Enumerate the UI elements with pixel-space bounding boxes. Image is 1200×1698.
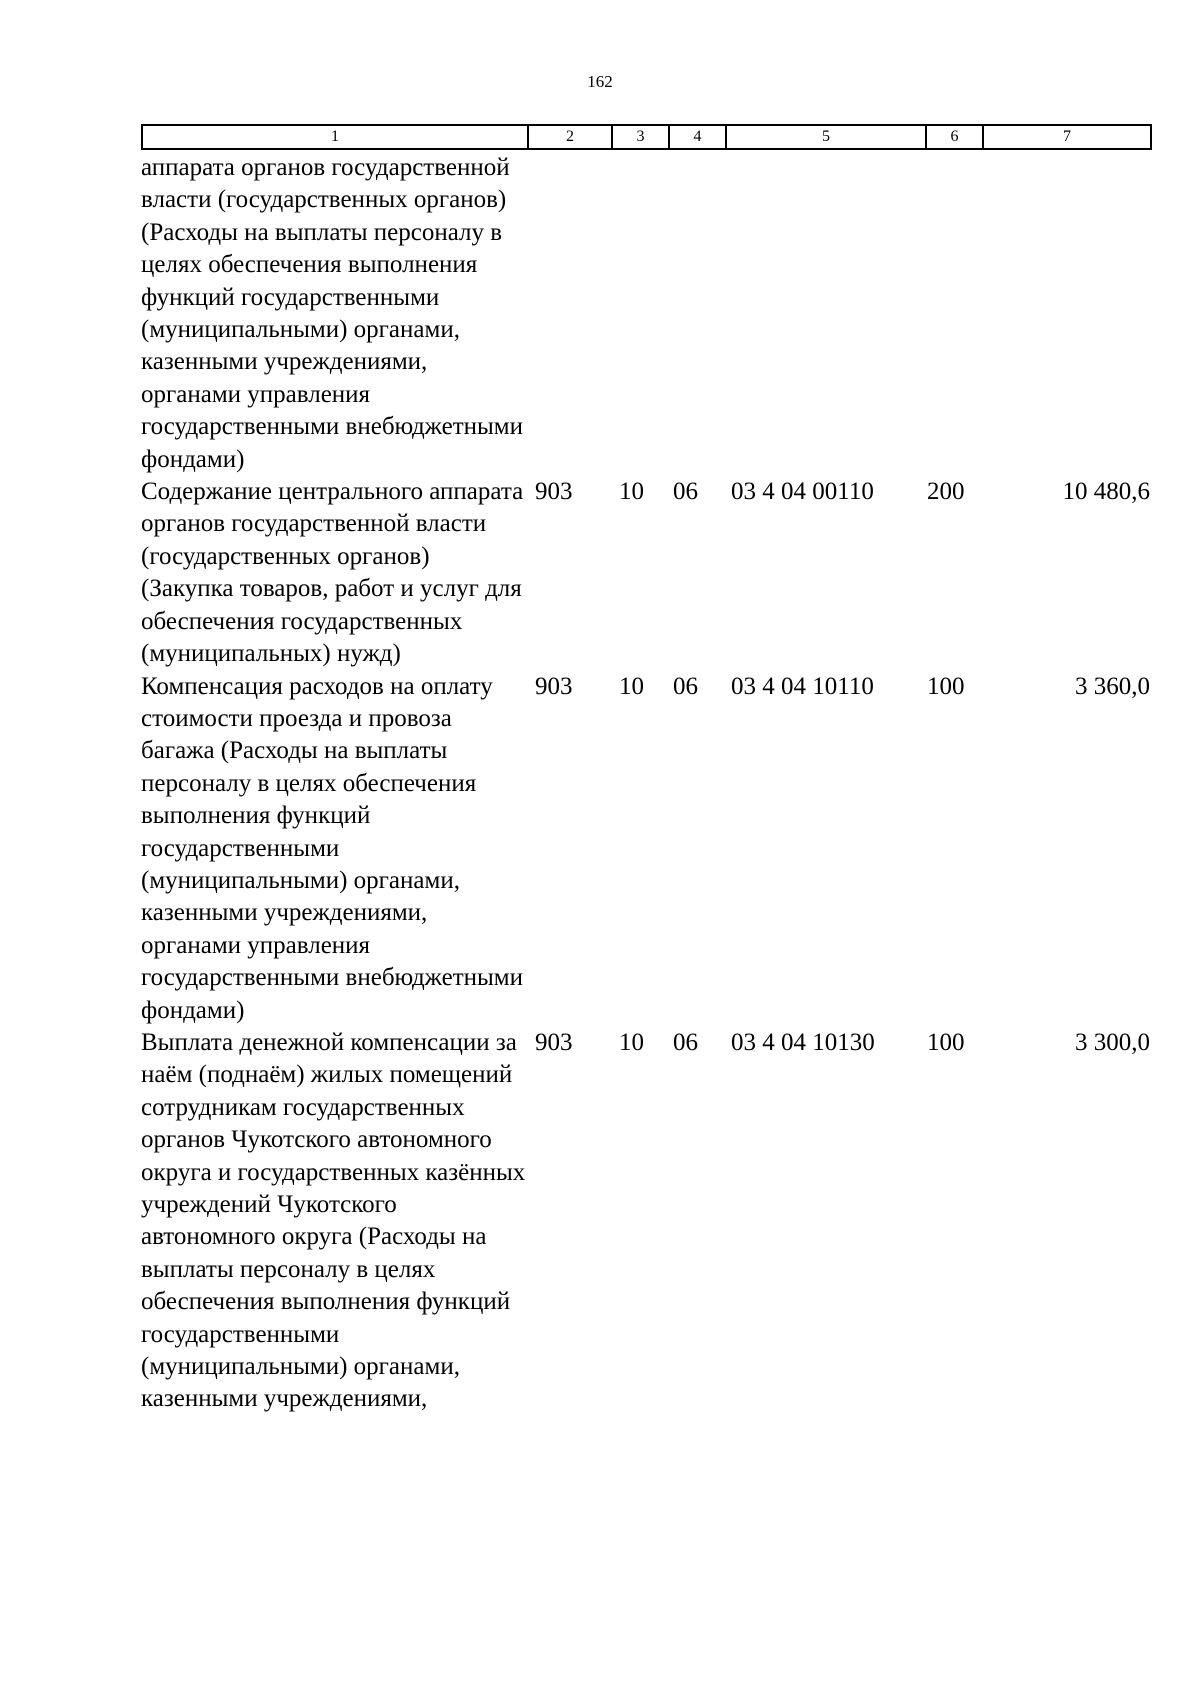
ministry-code [527,152,611,476]
column-number-5: 5 [726,125,926,149]
ministry-code: 903 [535,478,573,506]
page-number: 162 [587,72,613,91]
expense-type-code: 200 [927,478,965,506]
target-article-code: 03 4 04 10110 [731,672,874,700]
table-row [141,671,1150,1027]
amount: 3 300,0 [1075,1028,1150,1056]
table-row [141,476,1150,670]
subsection-code: 06 [673,478,698,506]
ministry-code: 903 [535,1028,573,1056]
column-number-1: 1 [142,125,528,149]
column-number-2: 2 [528,125,612,149]
row-description: Компенсация расходов на оплату стоимости проезда и провоза багажа (Расходы на выплаты персоналу в целях обеспечения выполнения функций государственными (муниципальными) органами, казенными учреждениями, органами управления государственными внебюджетными фондами) [141,672,524,1024]
amount: 3 360,0 [1075,672,1150,700]
column-number-7: 7 [983,125,1151,149]
amount: 10 480,6 [1062,478,1150,506]
ministry-code: 903 [535,672,573,700]
expense-type-code: 100 [927,672,965,700]
row-description: Выплата денежной компенсации за наём (поднаём) жилых помещений сотрудникам государственных органов Чукотского автономного округа и государственных казённых учреждений Чукотского автономного округа (Расходы на выплаты персоналу в целях обеспечения выполнения функций государственными (муниципальными) органами, казенными учреждениями, [141,1028,526,1413]
section-code: 10 [619,672,644,700]
subsection-code: 06 [673,1028,698,1056]
section-code [611,152,668,476]
table-row [141,1027,1150,1416]
expense-type-code [925,152,982,476]
column-number-row [142,125,1151,149]
column-number-3: 3 [612,125,669,149]
expense-type-code: 100 [927,1028,965,1056]
section-code: 10 [619,1028,644,1056]
column-header-table [141,124,1152,150]
subsection-code: 06 [673,672,698,700]
row-description: Содержание центрального аппарата органов государственной власти (государственных органов) (Закупка товаров, работ и услуг для обеспечения государственных (муниципальных) нужд) [141,478,524,668]
budget-table-body [141,152,1150,1416]
target-article-code: 03 4 04 10130 [731,1028,875,1056]
amount [982,152,1150,476]
subsection-code [668,152,725,476]
column-number-4: 4 [669,125,726,149]
section-code: 10 [619,478,644,506]
column-number-6: 6 [926,125,983,149]
target-article-code [725,152,925,476]
row-description: аппарата органов государственной власти (государственных органов) (Расходы на выплаты персоналу в целях обеспечения выполнения функций государственными (муниципальными) органами, казенными учреждениями, органами управления государственными внебюджетными фондами) [141,154,524,473]
target-article-code: 03 4 04 00110 [731,478,874,506]
table-row [141,152,1150,476]
